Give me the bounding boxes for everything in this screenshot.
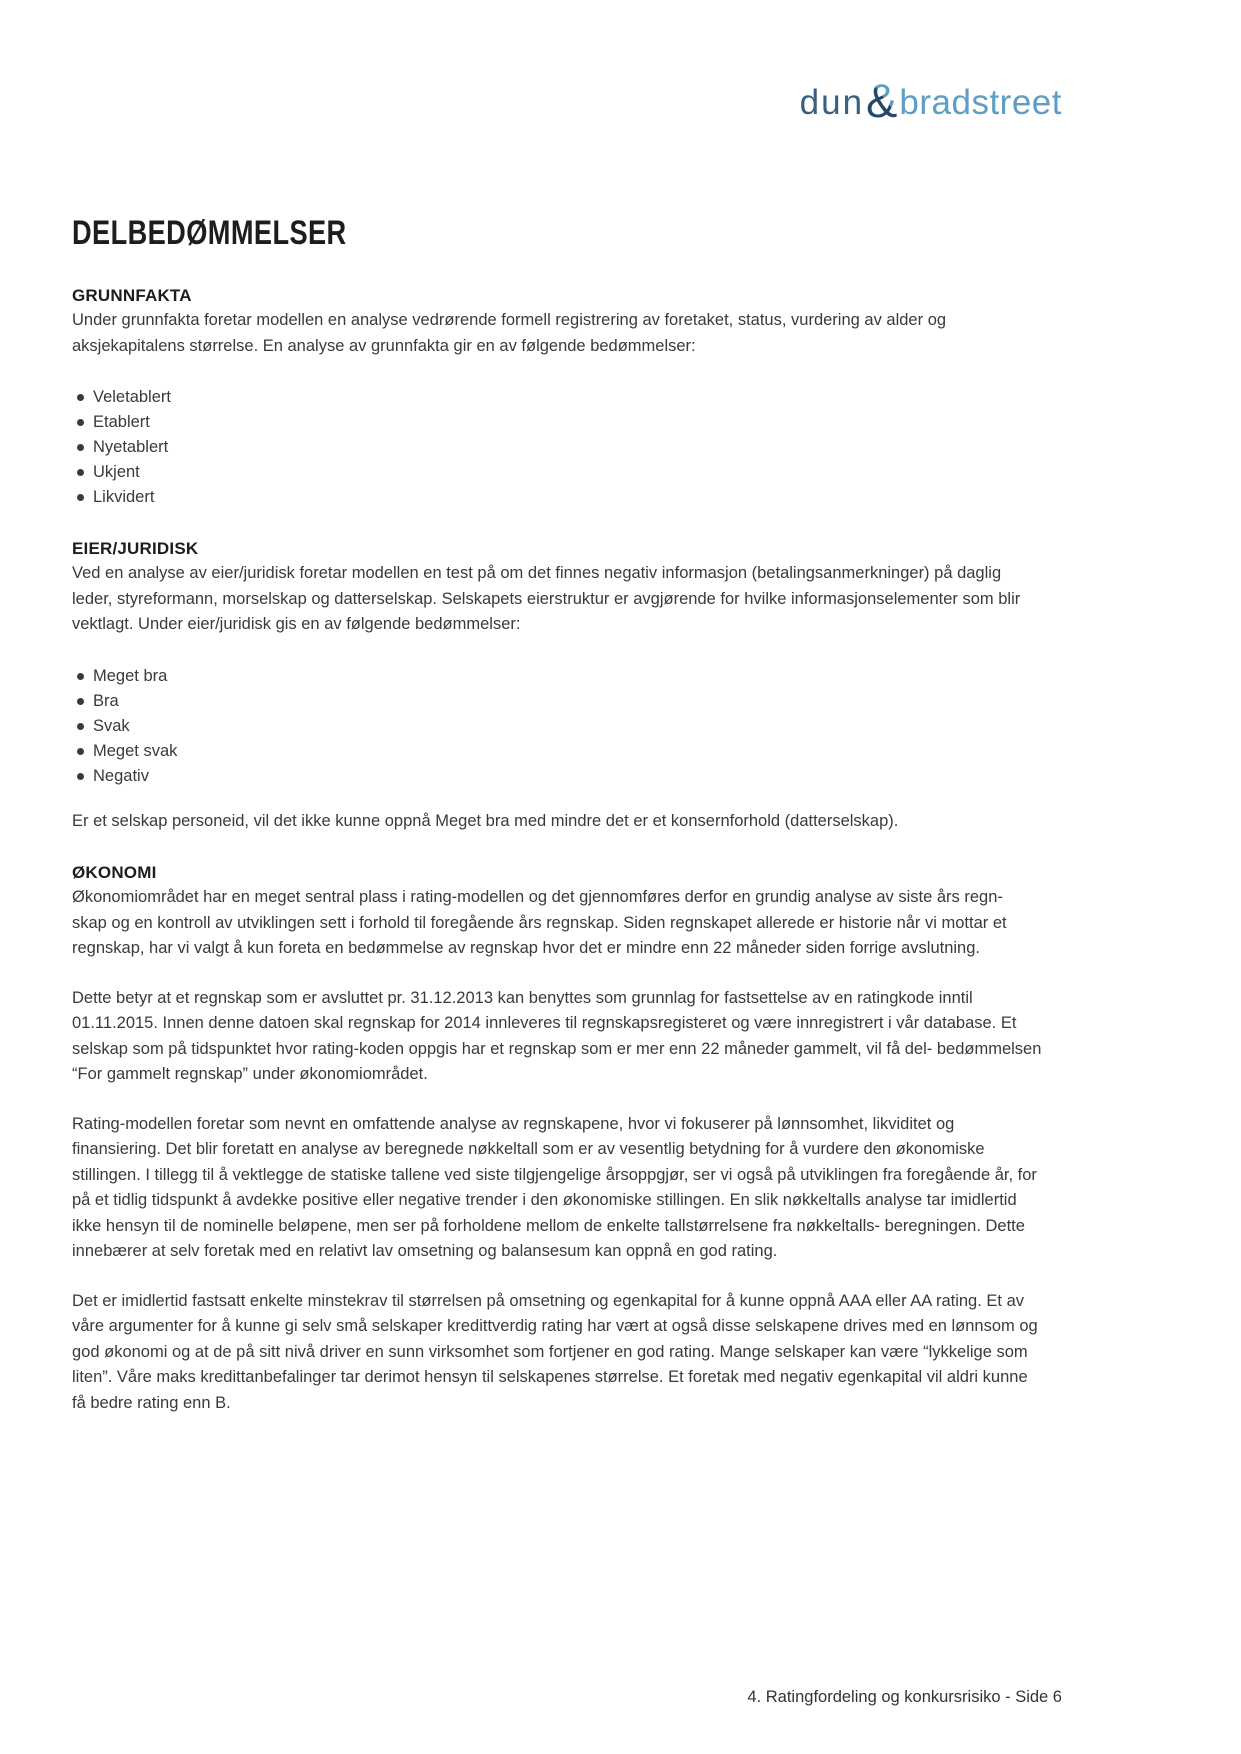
document-body [72,216,1042,1416]
bullet-item [72,689,1042,714]
section-heading-grunnfakta: GRUNNFAKTA [72,286,192,305]
section-okonomi [72,860,1042,1416]
bullet-label: Ukjent [93,463,140,481]
dun-bradstreet-logo [799,74,1062,127]
bullet-dot-icon [77,748,84,755]
ampersand-icon: & [866,74,898,127]
bullet-label: Meget svak [93,741,178,760]
page-title: DELBEDØMMELSER [72,214,347,252]
bullet-dot-icon [77,698,84,705]
bullet-dot-icon [77,673,84,680]
bullet-label: Svak [93,716,130,735]
section-grunnfakta [72,283,1042,510]
bullet-dot-icon [77,419,84,426]
bullet-dot-icon [77,469,84,476]
bullet-label: Negativ [93,766,149,785]
bullet-dot-icon [77,494,84,501]
bullet-item [72,485,1042,510]
bullet-label: Etablert [93,413,150,431]
bullet-dot-icon [77,444,84,451]
bullet-label: Likvidert [93,488,155,506]
okonomi-paragraph-4: Det er imidlertid fastsatt enkelte minstekrav til størrelsen på omsetning og egenkapital for å kunne oppnå AAA eller AA rating. Et av våre argumenter for å kunne gi selv små selskaper kredittverdig rating har vært at også disse selskapene drives med en lønnsom og god økonomi og at de på sitt nivå driver en sunn virksomhet som fortjener en god rating. Mange selskaper kan være “lykkelige som liten”. Våre maks kredittanbefalinger tar derimot hensyn til selskapenes størrelse. Et foretak med negativ egenkapital vil aldri kunne få bedre rating enn B. [72,1291,1038,1412]
bullet-label: Bra [93,691,119,710]
section-heading-eier-juridisk: EIER/JURIDISK [72,539,199,558]
bullet-list-eier-juridisk [72,664,1042,789]
page-footer: 4. Ratingfordeling og konkursrisiko - Side 6 [747,1688,1062,1706]
bullet-label: Meget bra [93,666,168,685]
bullet-dot-icon [77,773,84,780]
bullet-item [72,435,1042,460]
bullet-item [72,664,1042,689]
bullet-dot-icon [77,723,84,730]
okonomi-paragraph-3: Rating-modellen foretar som nevnt en omfattende analyse av regnskapene, hvor vi fokuserer på lønnsomhet, likviditet og finansiering. Det blir foretatt en analyse av beregnede nøkkeltall som er av vesentlig betydning for å vurdere den økonomiske stillingen. I tillegg til å vektlegge de statiske tallene ved siste tilgjengelige årsoppgjør, ser vi også på utviklingen fra foregående år, for på et tidlig tidspunkt å avdekke positive eller negative trender i den økonomiske stillingen. En slik nøkkeltalls analyse tar imidlertid ikke hensyn til de nominelle beløpene, men ser på forholdene mellom de enkelte tallstørrelsene fra nøkkeltalls- beregningen. Dette innebærer at selv foretak med en relativt lav omsetning og balansesum kan oppnå en god rating. [72,1114,1037,1260]
bullet-item [72,764,1042,789]
bullet-item [72,385,1042,410]
bullet-label: Veletablert [93,388,171,406]
bullet-item [72,460,1042,485]
bullet-item [72,739,1042,764]
bullet-item [72,714,1042,739]
bullet-dot-icon [77,394,84,401]
bullet-label: Nyetablert [93,438,169,456]
bullet-item [72,410,1042,435]
logo-text-dun: dun [799,83,865,122]
bullet-list-grunnfakta [72,385,1042,510]
section-eier-juridisk [72,536,1042,834]
logo-text-bradstreet: bradstreet [899,83,1062,122]
section-intro-eier-juridisk: Ved en analyse av eier/juridisk foretar modellen en test på om det finnes negativ informasjon (betalingsanmerkninger) på daglig leder, styreformann, morselskap og datterselskap. Selskapets eierstruktur er avgjørende for hvilke informasjonselementer som blir vektlagt. Under eier/juridisk gis en av følgende bedømmelser: [72,564,1021,633]
okonomi-paragraph-1: Økonomiområdet har en meget sentral plass i rating-modellen og det gjennomføres derfor en grundig analyse av siste års regn- skap og en kontroll av utviklingen sett i forhold til foregående års regnskap. Siden regnskapet allerede er historie når vi mottar et regnskap, har vi valgt å kun foreta en bedømmelse av regnskap hvor det er mindre enn 22 måneder siden forrige avslutning. [72,888,1007,957]
section-intro-grunnfakta: Under grunnfakta foretar modellen en analyse vedrørende formell registrering av foretaket, status, vurdering av alder og aksjekapitalens størrelse. En analyse av grunnfakta gir en av følgende bedømmelser: [72,311,947,355]
section-heading-okonomi: ØKONOMI [72,863,157,882]
section-note-eier-juridisk: Er et selskap personeid, vil det ikke kunne oppnå Meget bra med mindre det er et konsernforhold (datterselskap). [72,811,899,830]
okonomi-paragraph-2: Dette betyr at et regnskap som er avsluttet pr. 31.12.2013 kan benyttes som grunnlag for fastsettelse av en ratingkode inntil 01.11.2015. Innen denne datoen skal regnskap for 2014 innleveres til regnskapsregisteret og være innregistrert i vår database. Et selskap som på tidspunktet hvor rating-koden oppgis har et regnskap som er mer enn 22 måneder gammelt, vil få del- bedømmelsen “For gammelt regnskap” under økonomiområdet. [72,988,1042,1083]
